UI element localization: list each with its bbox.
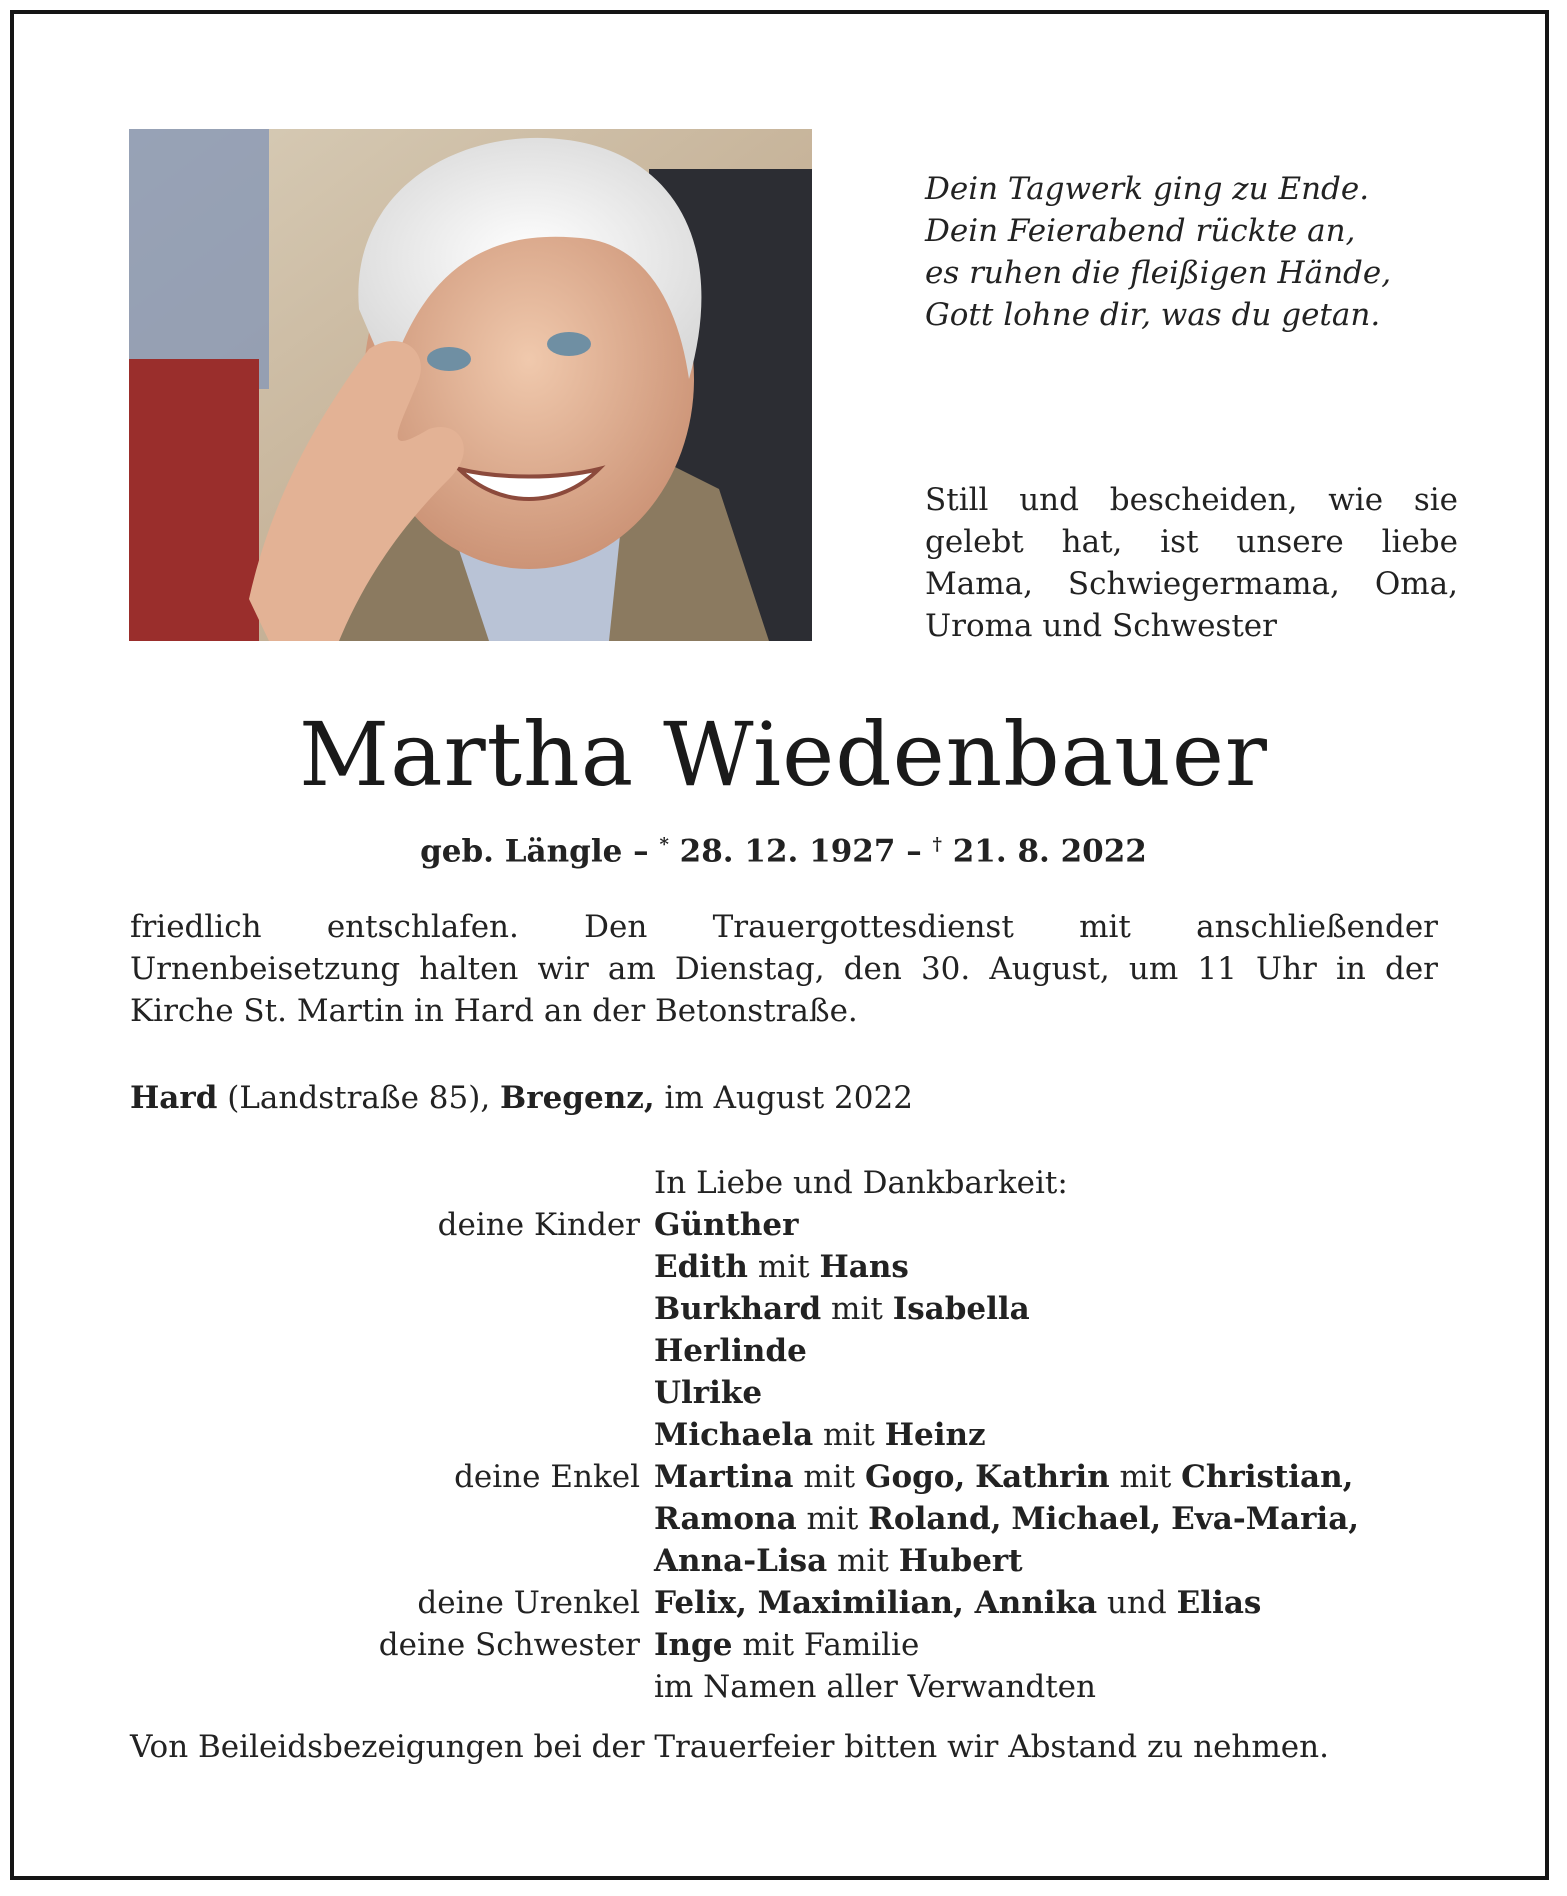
partner-name: Roland,: [868, 1501, 1002, 1537]
child-name: Burkhard: [654, 1291, 822, 1327]
address: (Landstraße 85),: [217, 1080, 501, 1116]
town-hard: Hard: [130, 1080, 218, 1116]
mit-word: mit: [837, 1543, 889, 1579]
child-name: Herlinde: [654, 1333, 807, 1369]
list-item: [0, 1456, 1567, 1498]
relatives-line: im Namen aller Verwandten: [654, 1669, 1096, 1705]
mourners-heading: In Liebe und Dankbarkeit:: [654, 1165, 1068, 1201]
birth-name: geb. Längle: [420, 833, 623, 870]
list-item: [0, 1624, 1567, 1666]
grandchild-name: Anna-Lisa: [654, 1543, 828, 1579]
grandchild-name: Kathrin: [975, 1459, 1110, 1495]
closing-note: Von Beileidsbezeigungen bei der Trauerfeier bitten wir Abstand zu nehmen.: [130, 1729, 1329, 1765]
birth-date: 28. 12. 1927: [679, 833, 896, 870]
grandchild-name: Eva-Maria,: [1171, 1501, 1360, 1537]
life-dates: [0, 825, 1567, 871]
place-date-line: [130, 1077, 913, 1119]
label-sister: deine Schwester: [378, 1627, 640, 1663]
und-word: und: [1107, 1585, 1167, 1621]
list-item: [0, 1414, 1567, 1456]
label-children: deine Kinder: [437, 1207, 640, 1243]
list-item: [0, 1372, 1567, 1414]
list-item: [0, 1204, 1567, 1246]
mit-word: mit: [831, 1291, 883, 1327]
list-item: [0, 1288, 1567, 1330]
label-great-grandchildren: deine Urenkel: [417, 1585, 640, 1621]
death-date: 21. 8. 2022: [952, 833, 1147, 870]
town-bregenz: Bregenz,: [500, 1080, 655, 1116]
poem-line: Gott lohne dir, was du getan.: [925, 297, 1381, 333]
grandchild-name: Martina: [654, 1459, 794, 1495]
portrait-photo-graphic: [129, 129, 812, 641]
mit-word: mit: [806, 1501, 859, 1537]
great-grandchild-names: Felix, Maximilian, Annika: [654, 1585, 1098, 1621]
list-item: [0, 1246, 1567, 1288]
list-item: [0, 1330, 1567, 1372]
label-grandchildren: deine Enkel: [454, 1459, 640, 1495]
poem-line: Dein Feierabend rückte an,: [925, 213, 1356, 249]
partner-name: Isabella: [892, 1291, 1030, 1327]
child-name: Edith: [654, 1249, 748, 1285]
partner-name: Hubert: [898, 1543, 1023, 1579]
date-dash: –: [633, 833, 649, 870]
grandchild-name: Ramona: [654, 1501, 797, 1537]
child-name: Günther: [654, 1207, 799, 1243]
partner-name: Christian,: [1181, 1459, 1354, 1495]
mit-word: mit: [1119, 1459, 1172, 1495]
great-grandchild-name: Elias: [1176, 1585, 1262, 1621]
poem: [925, 168, 1485, 336]
grandchild-name: Michael,: [1011, 1501, 1162, 1537]
list-item: [0, 1666, 1567, 1708]
mourners-heading-row: [0, 1162, 1567, 1204]
sister-suffix: mit Familie: [742, 1627, 920, 1663]
poem-line: es ruhen die fleißigen Hände,: [925, 255, 1392, 291]
child-name: Ulrike: [654, 1375, 763, 1411]
list-item: [0, 1540, 1567, 1582]
sister-name: Inge: [654, 1627, 733, 1663]
mit-word: mit: [803, 1459, 856, 1495]
deceased-name: Martha Wiedenbauer: [299, 703, 1268, 806]
notice-date: im August 2022: [654, 1080, 913, 1116]
intro-text: Still und bescheiden, wie sie gelebt hat, ist unsere liebe Mama, Schwiegermama, Oma, Uroma und Schwester: [925, 482, 1458, 644]
partner-name: Hans: [819, 1249, 909, 1285]
list-item: [0, 1582, 1567, 1624]
death-symbol: †: [932, 834, 942, 855]
funeral-details: friedlich entschlafen. Den Trauergottesdienst mit anschließender Urnenbeisetzung halten wir am Dienstag, den 30. August, um 11 Uhr in der Kirche St. Martin in Hard an der Betonstraße.: [130, 909, 1438, 1029]
birth-symbol: *: [659, 834, 669, 855]
partner-name: Gogo,: [864, 1459, 966, 1495]
mit-word: mit: [823, 1417, 875, 1453]
mit-word: mit: [757, 1249, 810, 1285]
list-item: [0, 1498, 1567, 1540]
poem-line: Dein Tagwerk ging zu Ende.: [925, 171, 1370, 207]
partner-name: Heinz: [884, 1417, 986, 1453]
date-dash: –: [906, 833, 922, 870]
portrait-photo: [129, 129, 812, 641]
child-name: Michaela: [654, 1417, 814, 1453]
